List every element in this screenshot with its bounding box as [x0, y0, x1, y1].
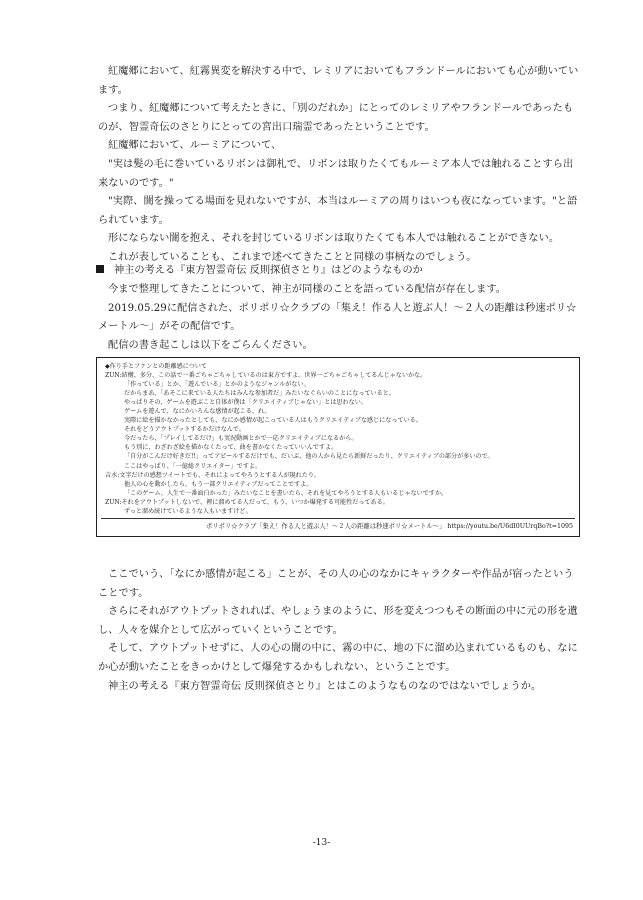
divider — [101, 518, 575, 519]
transcript-line: もう別に、わざわざ絵を描かなくたって、曲を書かなくたっていいんですよ。 — [124, 444, 338, 452]
transcript-line: ゲームを遊んで、なにかいろんな感情が起こる、れ。 — [124, 408, 271, 416]
body-section-2 — [98, 281, 582, 355]
transcript-line — [105, 371, 571, 380]
section-heading — [96, 262, 582, 281]
transcript-text: :結構、多分、この話で一番ごちゃごちゃしているのは東方ですよ。世界一ごちゃごちゃしてるんじゃないかな。 — [119, 372, 427, 380]
transcript-line: だからまあ、「あそこに来ている人たちはみんな参加者だ」みたいなぐらいのことになっていると。 — [124, 390, 395, 398]
transcript-line: 今だったら、「プレイしてるだけ」も実況動画とかで一応クリエイティブになるから。 — [124, 435, 358, 443]
square-bullet-icon — [96, 265, 104, 273]
body-section-3 — [98, 566, 582, 696]
paragraph: 紅魔郷において、紅霧異変を解決する中で、レミリアにおいてもフランドールにおいても心が動いています。 — [98, 66, 579, 96]
paragraph: 配信の書き起こしは以下をごらんください。 — [108, 339, 313, 351]
paragraph: "実は髪の毛に巻いているリボンは御札で、リボンは取りたくてもルーミア本人では触れることすら出来ないのです。" — [98, 158, 574, 189]
paragraph: つまり、紅魔郷について考えたときに、「別のだれか」にとってのレミリアやフランドールであったものが、智霊奇伝のさとりにとっての宮出口瑞霊であったということです。 — [98, 103, 574, 133]
transcript-body — [105, 362, 571, 516]
paragraph: さらにそれがアウトプットされれば、やしょうまのように、形を変えつつもその断面の中に元の形を遺し、人々を媒介として広がっていくということです。 — [98, 606, 578, 636]
transcript-text: :文字だけの感想ツイートでも、それによってやろうとする人が現れたり。 — [117, 471, 321, 479]
paragraph: 神主の考える『東方智霊奇伝 反則探偵さとり』とはこのようなものなのではないでしょうか。 — [108, 680, 542, 692]
paragraph: 今まで整理してきたことについて、神主が同様のことを語っている配信が存在します。 — [108, 284, 507, 295]
transcript-line: やっぱりその、ゲームを遊ぶこと自体が僕は「クリエイティブじゃない」とは思わない。 — [124, 399, 367, 407]
transcript-line: 他人の心を動かしたら、もう一部クリエイティブだってことですよ。 — [124, 480, 313, 488]
transcript-title: ◆作り手とファンとの距離感について — [105, 363, 207, 370]
transcript-box — [96, 357, 580, 537]
transcript-line: ずっと溜め続けているような人もいますけど。 — [124, 507, 252, 515]
source-caption: ポリポリ☆クラブ「集え！作る人と遊ぶ人！～２人の距離は秒速ポリ☆メートル～」 https://youtu.be/U6dI0UUrqBo?t=1095 — [205, 523, 573, 530]
paragraph: "実際、闇を操ってる場面を見れないですが、本当はルーミアの周りはいつも夜になっています。"と語られています。 — [98, 196, 578, 226]
paragraph: これが表していることも、これまで述べてきたことと同様の事柄なのでしょう。 — [108, 251, 477, 263]
speaker-name: ZUN — [105, 498, 120, 506]
speaker-name: 吉水 — [105, 471, 118, 479]
transcript-line: ここはやっぱり、「一億総クリエイター」ですよ。 — [124, 462, 261, 470]
body-section-1 — [98, 63, 582, 268]
transcript-line: 「このゲーム、人生で一番面白かった」みたいなことを書いたら、それを見てやろうとする人もいるじゃないですか。 — [124, 489, 448, 497]
speaker-name: ZUN — [105, 372, 120, 380]
transcript-line — [105, 498, 571, 507]
transcript-line: 「自分がこんだけ好きだ!!」ってアピールするだけでも、だいぶ、他の人から見たら新鮮だったり、クリエイティブの部分が多いので。 — [124, 453, 494, 461]
transcript-line — [105, 471, 571, 480]
paragraph: ここでいう、「なにか感情が起こる」ことが、その人の心のなかにキャラクターや作品が宿ったということです。 — [98, 569, 574, 599]
paragraph: 形にならない闇を抱え、それを封じているリボンは取りたくても本人では触れることができない。 — [108, 233, 560, 245]
page-number: -13- — [312, 838, 331, 848]
transcript-line: 実際に絵を描かなかったとしても、なにか感情が起こっている人はもうクリエイティブな感じになっている。 — [124, 417, 422, 425]
transcript-line: 「作っている」とか、「遊んでいる」とかのようなジャンルがない。 — [124, 381, 310, 389]
paragraph: 2019.05.29に配信された、ポリポリ☆クラブの「集え！作る人と遊ぶ人！～２人の距離は秒速ポリ☆メートル～」がその配信です。 — [98, 302, 577, 333]
paragraph: 紅魔郷において、ルーミアについて、 — [108, 140, 282, 152]
section-heading-text: 神主の考える『東方智霊奇伝 反則探偵さとり』はどのようなものか — [114, 265, 423, 276]
paragraph: そして、アウトプットせずに、人の心の闇の中に、霧の中に、地の下に溜め込まれているものも、なにか心が動いたことをきっかけとして爆発するかもしれない、ということです。 — [98, 643, 578, 673]
transcript-text: :それをアウトプットしないで、裡に溜めてる人だって、もう、いつか爆発する可能性だってある。 — [119, 498, 389, 506]
transcript-line: それをどうアウトプットするかだけなんで。 — [124, 426, 245, 434]
